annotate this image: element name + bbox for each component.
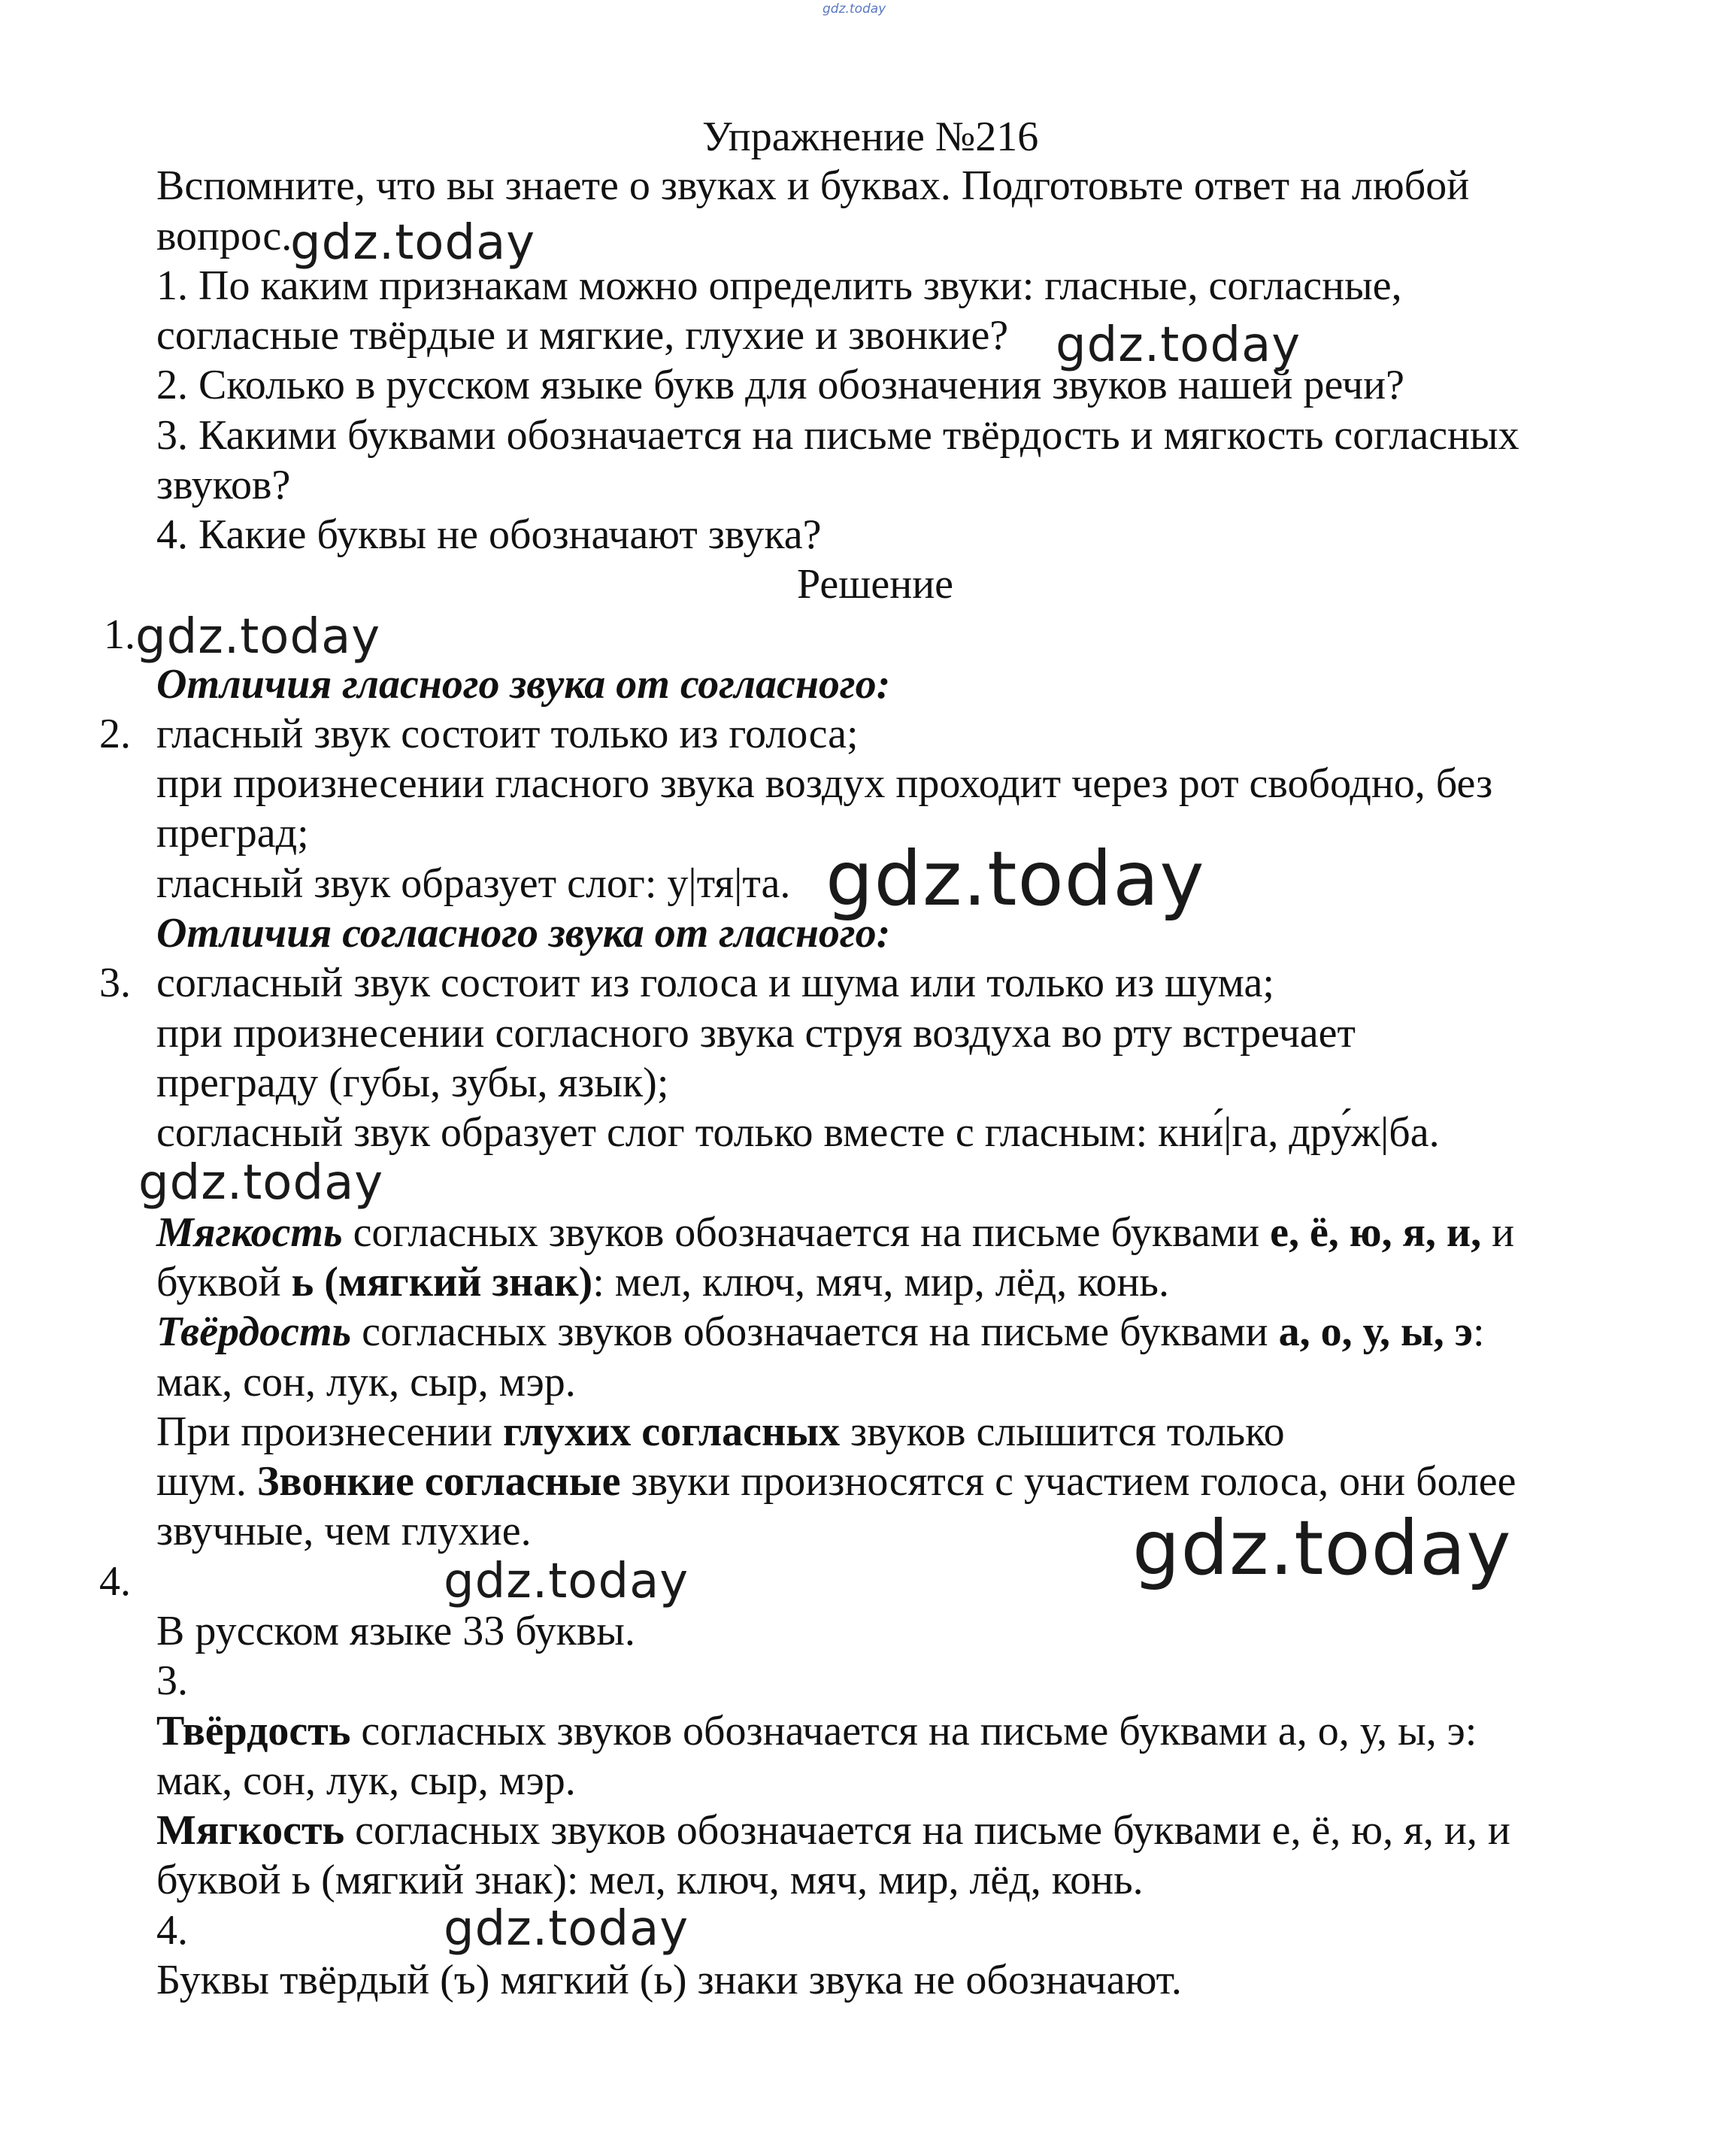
watermark: gdz.today — [444, 1554, 689, 1609]
answer-4-text: Буквы твёрдый (ъ) мягкий (ь) знаки звука не обозначают. — [156, 1957, 1182, 2003]
question-1-line-2: согласные твёрдые и мягкие, глухие и звонкие? — [156, 312, 1009, 359]
vowel-differences-heading: Отличия гласного звука от согласного: — [156, 661, 891, 708]
softness-word: Мягкость — [156, 1209, 343, 1256]
question-1-line-1: 1. По каким признакам можно определить звуки: гласные, согласные, — [156, 262, 1402, 309]
list-number-3: 3. — [99, 960, 131, 1006]
voice-line-1: При произнесении глухих согласных звуков слышится только — [156, 1409, 1285, 1455]
list-number-2: 2. — [99, 711, 131, 757]
intro-line-2: вопрос. — [156, 213, 292, 259]
watermark: gdz.today — [444, 1901, 689, 1957]
intro-line-1: Вспомните, что вы знаете о звуках и буквах. Подготовьте ответ на любой — [156, 162, 1470, 209]
consonant-point-3: согласный звук образует слог только вместе с гласным: кни́|га, дру́ж|ба. — [156, 1109, 1440, 1156]
watermark-top: gdz.today — [823, 2, 886, 17]
answer-1-number: 1. — [104, 611, 135, 658]
answer-4-number: 4. — [156, 1907, 188, 1954]
answer-2-number: 4. — [99, 1558, 131, 1605]
voice-line-3: звучные, чем глухие. — [156, 1508, 532, 1554]
watermark: gdz.today — [135, 609, 381, 665]
hardness-word: Твёрдость — [156, 1308, 352, 1355]
voice-line-2: шум. Звонкие согласные звуки произносятся с участием голоса, они более — [156, 1458, 1516, 1505]
watermark: gdz.today — [1056, 317, 1301, 373]
softness-line-2: буквой ь (мягкий знак): мел, ключ, мяч, мир, лёд, конь. — [156, 1259, 1169, 1305]
answer-3-soft-examples: буквой ь (мягкий знак): мел, ключ, мяч, мир, лёд, конь. — [156, 1857, 1144, 1903]
answer-2-text: В русском языке 33 буквы. — [156, 1608, 635, 1654]
page-title: Упражнение №216 — [702, 114, 1039, 160]
softness-line-1: Мягкость согласных звуков обозначается на письме буквами е, ё, ю, я, и, и — [156, 1209, 1515, 1256]
question-3-line-1: 3. Какими буквами обозначается на письме твёрдость и мягкость согласных — [156, 412, 1519, 459]
consonant-point-1: согласный звук состоит из голоса и шума или только из шума; — [156, 960, 1274, 1006]
watermark: gdz.today — [290, 215, 536, 271]
question-2: 2. Сколько в русском языке букв для обозначения звуков нашей речи? — [156, 362, 1404, 408]
answer-3-hard-examples: мак, сон, лук, сыр, мэр. — [156, 1757, 576, 1804]
watermark: gdz.today — [1132, 1504, 1512, 1592]
solution-heading: Решение — [797, 561, 954, 608]
question-3-line-2: звуков? — [156, 462, 291, 508]
consonant-point-2-line-2: преграду (губы, зубы, язык); — [156, 1060, 669, 1106]
watermark: gdz.today — [826, 835, 1205, 923]
answer-3-soft-line: Мягкость согласных звуков обозначается на письме буквами е, ё, ю, я, и, и — [156, 1807, 1510, 1854]
question-4: 4. Какие буквы не обозначают звука? — [156, 511, 822, 558]
answer-3-hard-line: Твёрдость согласных звуков обозначается на письме буквами а, о, у, ы, э: — [156, 1708, 1477, 1754]
hardness-line-1: Твёрдость согласных звуков обозначается на письме буквами а, о, у, ы, э: — [156, 1308, 1485, 1355]
vowel-point-3: гласный звук образует слог: у|тя|та. — [156, 860, 791, 907]
consonant-differences-heading: Отличия согласного звука от гласного: — [156, 910, 891, 957]
watermark: gdz.today — [138, 1155, 384, 1211]
hardness-examples: мак, сон, лук, сыр, мэр. — [156, 1359, 576, 1405]
vowel-point-2-line-2: преград; — [156, 810, 309, 857]
vowel-point-2-line-1: при произнесении гласного звука воздух проходит через рот свободно, без — [156, 760, 1493, 807]
answer-3-number: 3. — [156, 1657, 188, 1704]
consonant-point-2-line-1: при произнесении согласного звука струя воздуха во рту встречает — [156, 1010, 1356, 1057]
vowel-point-1: гласный звук состоит только из голоса; — [156, 711, 859, 757]
